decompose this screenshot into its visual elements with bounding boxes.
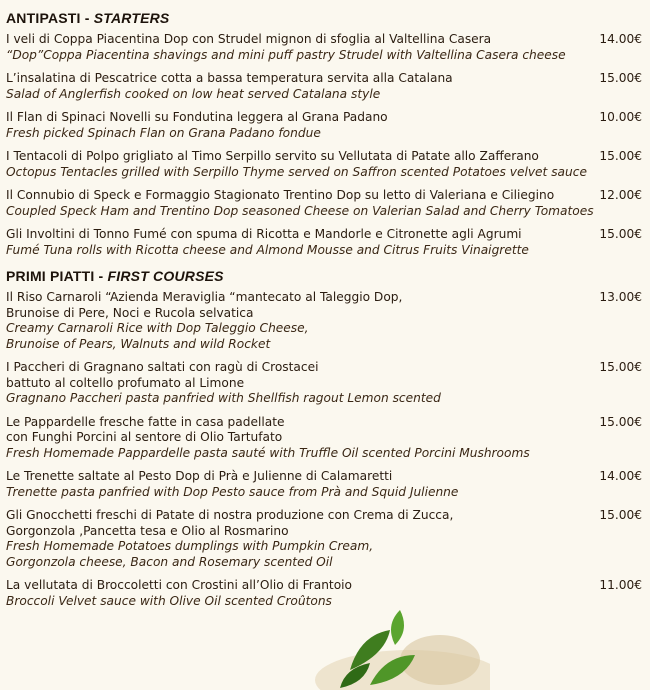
dish-name-en: Coupled Speck Ham and Trentino Dop seasoned Cheese on Valerian Salad and Cherry Tomatoes bbox=[6, 203, 594, 218]
menu-item bbox=[6, 71, 642, 102]
section-heading-it: PRIMI PIATTI - bbox=[6, 268, 108, 284]
menu-item bbox=[6, 110, 642, 141]
dish-name-it: Le Pappardelle fresche fatte in casa padellate bbox=[6, 414, 285, 429]
dish-price: 13.00€ bbox=[599, 290, 642, 304]
dish-name-en: Salad of Anglerfish cooked on low heat served Catalana style bbox=[6, 86, 381, 101]
menu-item bbox=[6, 32, 642, 63]
dish-price: 15.00€ bbox=[599, 360, 642, 374]
dish-price: 12.00€ bbox=[599, 188, 642, 202]
section-heading-en: STARTERS bbox=[93, 10, 170, 26]
menu-item bbox=[6, 290, 642, 352]
dish-price: 10.00€ bbox=[599, 110, 642, 124]
menu-item bbox=[6, 149, 642, 180]
dish-price: 15.00€ bbox=[599, 71, 642, 85]
dish-name-en: Trenette pasta panfried with Dop Pesto sauce from Prà and Squid Julienne bbox=[6, 484, 459, 499]
dish-name-en: Fresh Homemade Potatoes dumplings with Pumpkin Cream, bbox=[6, 539, 374, 553]
dish-price: 14.00€ bbox=[599, 32, 642, 46]
dish-name-en: Fresh picked Spinach Flan on Grana Padano fondue bbox=[6, 125, 321, 140]
dish-price: 11.00€ bbox=[599, 578, 642, 592]
menu-item bbox=[6, 469, 642, 500]
dish-name-it: I Tentacoli di Polpo grigliato al Timo Serpillo servito su Vellutata di Patate allo Zafferano bbox=[6, 149, 539, 163]
dish-name-it: La vellutata di Broccoletti con Crostini all’Olio di Frantoio bbox=[6, 578, 352, 592]
menu-item bbox=[6, 188, 642, 219]
menu-item bbox=[6, 360, 642, 407]
dish-price: 14.00€ bbox=[599, 469, 642, 483]
dish-name-it: Gli Involtini di Tonno Fumé con spuma di Ricotta e Mandorle e Citronette agli Agrumi bbox=[6, 227, 522, 241]
dish-name-en: Fumé Tuna rolls with Ricotta cheese and Almond Mousse and Citrus Fruits Vinaigrette bbox=[6, 242, 529, 257]
dish-name-it: Brunoise di Pere, Noci e Rucola selvatica bbox=[6, 305, 254, 320]
dish-name-en: Fresh Homemade Pappardelle pasta sauté with Truffle Oil scented Porcini Mushrooms bbox=[6, 445, 530, 460]
dish-name-it: Le Trenette saltate al Pesto Dop di Prà e Julienne di Calamaretti bbox=[6, 469, 393, 483]
dish-name-it: Il Flan di Spinaci Novelli su Fondutina leggera al Grana Padano bbox=[6, 110, 388, 124]
dish-name-it: I Paccheri di Gragnano saltati con ragù di Crostacei bbox=[6, 360, 319, 374]
dish-name-it: Gorgonzola ,Pancetta tesa e Olio al Rosmarino bbox=[6, 523, 289, 538]
dish-name-en: Creamy Carnaroli Rice with Dop Taleggio Cheese, bbox=[6, 321, 309, 335]
section-heading-starters bbox=[6, 10, 642, 26]
dish-price: 15.00€ bbox=[599, 508, 642, 522]
dish-name-it: battuto al coltello profumato al Limone bbox=[6, 375, 245, 390]
dish-name-en: Octopus Tentacles grilled with Serpillo Thyme served on Saffron scented Potatoes velvet sauce bbox=[6, 164, 587, 179]
dish-price: 15.00€ bbox=[599, 227, 642, 241]
dish-name-it: Gli Gnocchetti freschi di Patate di nostra produzione con Crema di Zucca, bbox=[6, 508, 454, 522]
dish-name-en: Gorgonzola cheese, Bacon and Rosemary scented Oil bbox=[6, 554, 333, 569]
dish-price: 15.00€ bbox=[599, 149, 642, 163]
section-heading-first-courses bbox=[6, 268, 642, 284]
section-heading-it: ANTIPASTI - bbox=[6, 10, 94, 26]
dish-name-en: Gragnano Paccheri pasta panfried with Shellfish ragout Lemon scented bbox=[6, 391, 441, 405]
herb-garnish-image bbox=[300, 600, 490, 690]
dish-name-it: I veli di Coppa Piacentina Dop con Strudel mignon di sfoglia al Valtellina Casera bbox=[6, 32, 492, 46]
dish-name-en: Brunoise of Pears, Walnuts and wild Rocket bbox=[6, 336, 271, 351]
dish-name-it: Il Connubio di Speck e Formaggio Stagionato Trentino Dop su letto di Valeriana e Ciliegino bbox=[6, 188, 555, 202]
dish-name-en: “Dop”Coppa Piacentina shavings and mini puff pastry Strudel with Valtellina Casera cheese bbox=[6, 47, 566, 62]
menu-page bbox=[6, 0, 642, 617]
dish-name-it: Il Riso Carnaroli “Azienda Meraviglia “mantecato al Taleggio Dop, bbox=[6, 290, 403, 304]
dish-name-it: con Funghi Porcini al sentore di Olio Tartufato bbox=[6, 430, 283, 444]
section-heading-en: FIRST COURSES bbox=[107, 268, 224, 284]
dish-price: 15.00€ bbox=[599, 414, 642, 429]
menu-item bbox=[6, 227, 642, 258]
dish-name-en: Broccoli Velvet sauce with Olive Oil scented Croûtons bbox=[6, 593, 332, 608]
menu-item bbox=[6, 508, 642, 570]
menu-item bbox=[6, 415, 642, 462]
dish-name-it: L’insalatina di Pescatrice cotta a bassa temperatura servita alla Catalana bbox=[6, 71, 453, 85]
